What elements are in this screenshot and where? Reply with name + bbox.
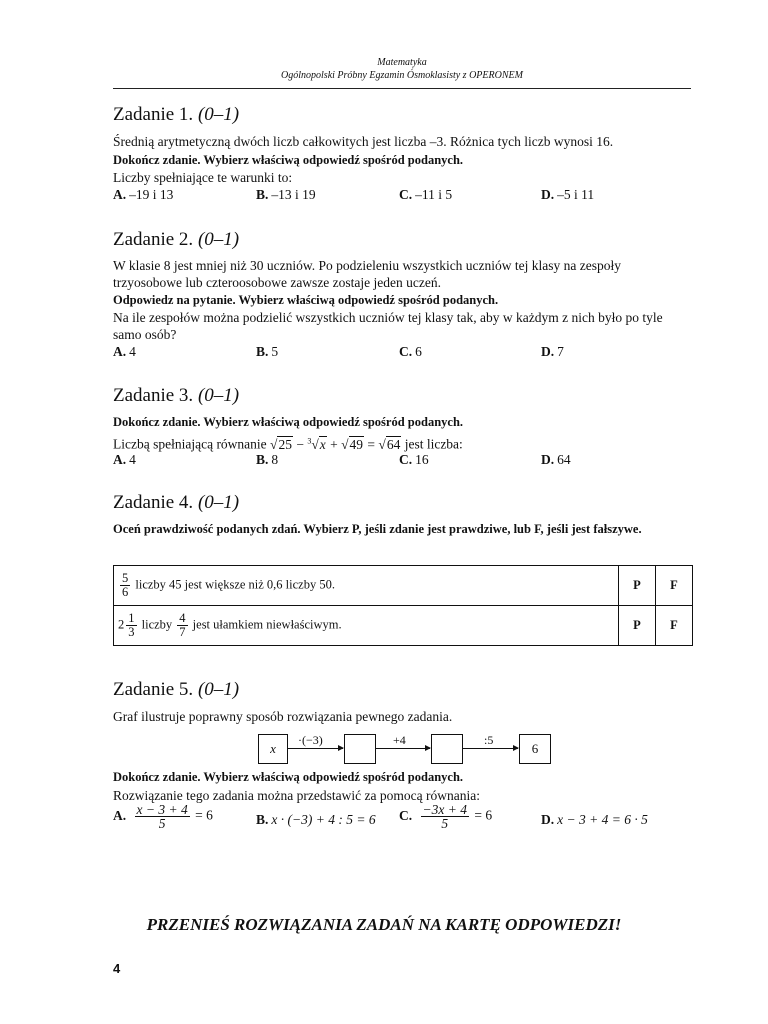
graph-arrow-3 [462, 748, 518, 749]
statement-1-false[interactable]: F [656, 566, 693, 606]
graph-op-3: :5 [484, 733, 494, 747]
task-2-instruction: Odpowiedz na pytanie. Wybierz właściwą odpowiedź spośród podanych. [113, 293, 499, 307]
task-1-option-d[interactable]: D. –5 i 11 [541, 187, 595, 202]
graph-start-box: x [258, 734, 288, 764]
task-1-option-c[interactable]: C. –11 i 5 [399, 187, 453, 202]
task-1-option-b[interactable]: B. –13 i 19 [256, 187, 316, 202]
graph-op-2: +4 [393, 733, 406, 747]
page-header [113, 56, 691, 82]
task-5-title: Zadanie 5. (0–1) [113, 679, 240, 700]
graph-end-box: 6 [519, 734, 551, 764]
task-5-question: Rozwiązanie tego zadania można przedstawić za pomocą równania: [113, 788, 480, 803]
task-4-instruction: Oceń prawdziwość podanych zdań. Wybierz P, jeśli zdanie jest prawdziwe, lub F, jeśli jest fałszywe. [113, 522, 642, 536]
statement-2-false[interactable]: F [656, 606, 693, 646]
task-3-option-c[interactable]: C. 16 [399, 452, 429, 467]
task-2-question: Na ile zespołów można podzielić wszystkich uczniów tej klasy tak, aby w każdym z nich było po tyle samo osób? [113, 310, 663, 342]
task-3-question: Liczbą spełniającą równanie √25 − $^3$√x + √49 = √64 jest liczba: [113, 436, 463, 452]
task-3-instruction: Dokończ zdanie. Wybierz właściwą odpowiedź spośród podanych. [113, 415, 464, 429]
header-subject: Matematyka [377, 57, 427, 68]
page-number: 4 [113, 961, 121, 976]
task-3-option-a[interactable]: A. 4 [113, 452, 136, 467]
task-5-option-c[interactable]: C. $\frac{-3x + 4}{5}$ = 6 [399, 802, 493, 831]
task-5-option-b[interactable]: B. x · (−3) + 4 : 5 = 6 [256, 812, 376, 827]
table-row [114, 606, 693, 646]
statement-1: $\frac{5}{6}$ liczby 45 jest większe niż 0,6 liczby 50. [114, 566, 619, 606]
graph-arrow-1 [287, 748, 343, 749]
task-3-option-d[interactable]: D. 64 [541, 452, 571, 467]
task-1-title: Zadanie 1. (0–1) [113, 104, 240, 125]
task-3-title: Zadanie 3. (0–1) [113, 385, 240, 406]
task-2-option-c[interactable]: C. 6 [399, 344, 422, 359]
graph-op-1: ·(−3) [298, 733, 323, 747]
statement-2-true[interactable]: P [619, 606, 656, 646]
header-divider [113, 88, 691, 89]
graph-box-2 [344, 734, 376, 764]
true-false-table [113, 565, 693, 646]
table-row [114, 566, 693, 606]
task-2-text: W klasie 8 jest mniej niż 30 uczniów. Po podzieleniu wszystkich uczniów tej klasy na zespoły trzyosobowe lub czteroosobowe zawsze zostaje jeden uczeń. [113, 258, 622, 290]
transfer-answers-notice: PRZENIEŚ ROZWIĄZANIA ZADAŃ NA KARTĘ ODPOWIEDZI! [146, 915, 622, 934]
graph-box-3 [431, 734, 463, 764]
statement-1-true[interactable]: P [619, 566, 656, 606]
task-1-option-a[interactable]: A. –19 i 13 [113, 187, 174, 202]
task-5-option-d[interactable]: D. x − 3 + 4 = 6 · 5 [541, 812, 648, 827]
task-1-question: Liczby spełniające te warunki to: [113, 170, 293, 185]
task-2-option-a[interactable]: A. 4 [113, 344, 136, 359]
task-2-option-b[interactable]: B. 5 [256, 344, 279, 359]
task-5-text: Graf ilustruje poprawny sposób rozwiązania pewnego zadania. [113, 709, 453, 724]
graph-arrow-2 [375, 748, 430, 749]
statement-2: 2 $\frac{1}{3}$ liczby $\frac{4}{7}$ jest ułamkiem niewłaściwym. [114, 606, 619, 646]
task-2-title: Zadanie 2. (0–1) [113, 229, 240, 250]
task-5-option-a[interactable]: A. $\frac{x - 3 + 4}{5}$ = 6 [113, 802, 213, 831]
header-exam-title: Ogólnopolski Próbny Egzamin Ósmoklasisty z OPERONEM [281, 70, 523, 81]
task-1-instruction: Dokończ zdanie. Wybierz właściwą odpowiedź spośród podanych. [113, 153, 464, 167]
task-4-title: Zadanie 4. (0–1) [113, 492, 240, 513]
task-3-option-b[interactable]: B. 8 [256, 452, 279, 467]
task-2-option-d[interactable]: D. 7 [541, 344, 564, 359]
equation: √25 − $^3$√x + √49 = √64 [270, 436, 401, 452]
task-1-text: Średnią arytmetyczną dwóch liczb całkowitych jest liczba –3. Różnica tych liczb wynosi 16. [113, 134, 614, 149]
task-5-instruction: Dokończ zdanie. Wybierz właściwą odpowiedź spośród podanych. [113, 770, 464, 784]
